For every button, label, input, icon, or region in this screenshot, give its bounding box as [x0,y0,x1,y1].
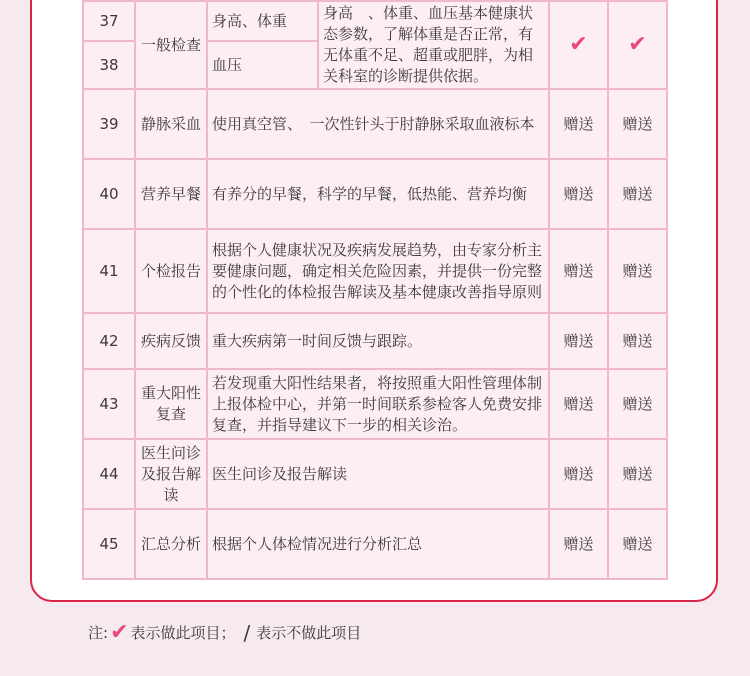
package-a-cell: 赠送 [549,89,608,159]
table-row [83,159,667,229]
table-row [83,1,667,41]
item-description: 使用真空管、 一次性针头于肘静脉采取血液标本 [207,89,549,159]
item-number: 37 [83,1,135,41]
package-a-cell: 赠送 [549,439,608,509]
item-name: 汇总分析 [135,509,207,579]
exam-items-table [82,0,668,580]
item-number: 40 [83,159,135,229]
note-prefix: 注: [88,624,109,642]
item-description: 重大疾病第一时间反馈与跟踪。 [207,313,549,369]
item-name: 重大阳性复查 [135,369,207,439]
item-name: 静脉采血 [135,89,207,159]
check-icon: ✔ [569,31,588,57]
item-content: 身高 、体重、血压基本健康状态参数，了解体重是否正常，有无体重不足、超重或肥胖，为相关科室的诊断提供依据。 [318,1,549,89]
item-number: 39 [83,89,135,159]
item-number: 38 [83,41,135,89]
package-b-cell: 赠送 [608,369,667,439]
table-row [83,313,667,369]
item-description: 若发现重大阳性结果者，将按照重大阳性管理体制上报体检中心，并第一时间联系参检客人免费安排复查，并指导建议下一步的相关诊治。 [207,369,549,439]
item-name: 疾病反馈 [135,313,207,369]
item-number: 43 [83,369,135,439]
package-b-cell: 赠送 [608,89,667,159]
package-a-cell [549,1,608,89]
package-b-cell: 赠送 [608,439,667,509]
package-b-cell: 赠送 [608,229,667,313]
package-a-cell: 赠送 [549,229,608,313]
table-row [83,509,667,579]
check-icon: ✔ [628,31,647,57]
package-a-cell: 赠送 [549,369,608,439]
item-sub-name: 血压 [207,41,318,89]
item-sub-name: 身高、体重 [207,1,318,41]
item-name: 营养早餐 [135,159,207,229]
table-row [83,439,667,509]
item-name: 一般检查 [135,1,207,89]
package-b-cell: 赠送 [608,509,667,579]
table-row [83,89,667,159]
table-row [83,369,667,439]
legend-note [88,620,361,645]
table-row [83,229,667,313]
package-a-cell: 赠送 [549,159,608,229]
item-number: 42 [83,313,135,369]
package-a-cell: 赠送 [549,509,608,579]
slash-icon: / [243,620,251,645]
item-description: 医生问诊及报告解读 [207,439,549,509]
package-b-cell: 赠送 [608,159,667,229]
item-name: 医生问诊及报告解读 [135,439,207,509]
package-b-cell [608,1,667,89]
item-description: 有养分的早餐，科学的早餐，低热能、营养均衡 [207,159,549,229]
package-b-cell: 赠送 [608,313,667,369]
package-a-cell: 赠送 [549,313,608,369]
check-icon: ✔ [110,620,129,645]
check-legend-text: 表示做此项目； [130,624,236,642]
item-number: 44 [83,439,135,509]
item-name: 个检报告 [135,229,207,313]
item-number: 41 [83,229,135,313]
item-description: 根据个人体检情况进行分析汇总 [207,509,549,579]
item-number: 45 [83,509,135,579]
slash-legend-text: 表示不做此项目 [256,624,362,642]
item-description: 根据个人健康状况及疾病发展趋势，由专家分析主要健康问题，确定相关危险因素，并提供一份完整的个性化的体检报告解读及基本健康改善指导原则 [207,229,549,313]
